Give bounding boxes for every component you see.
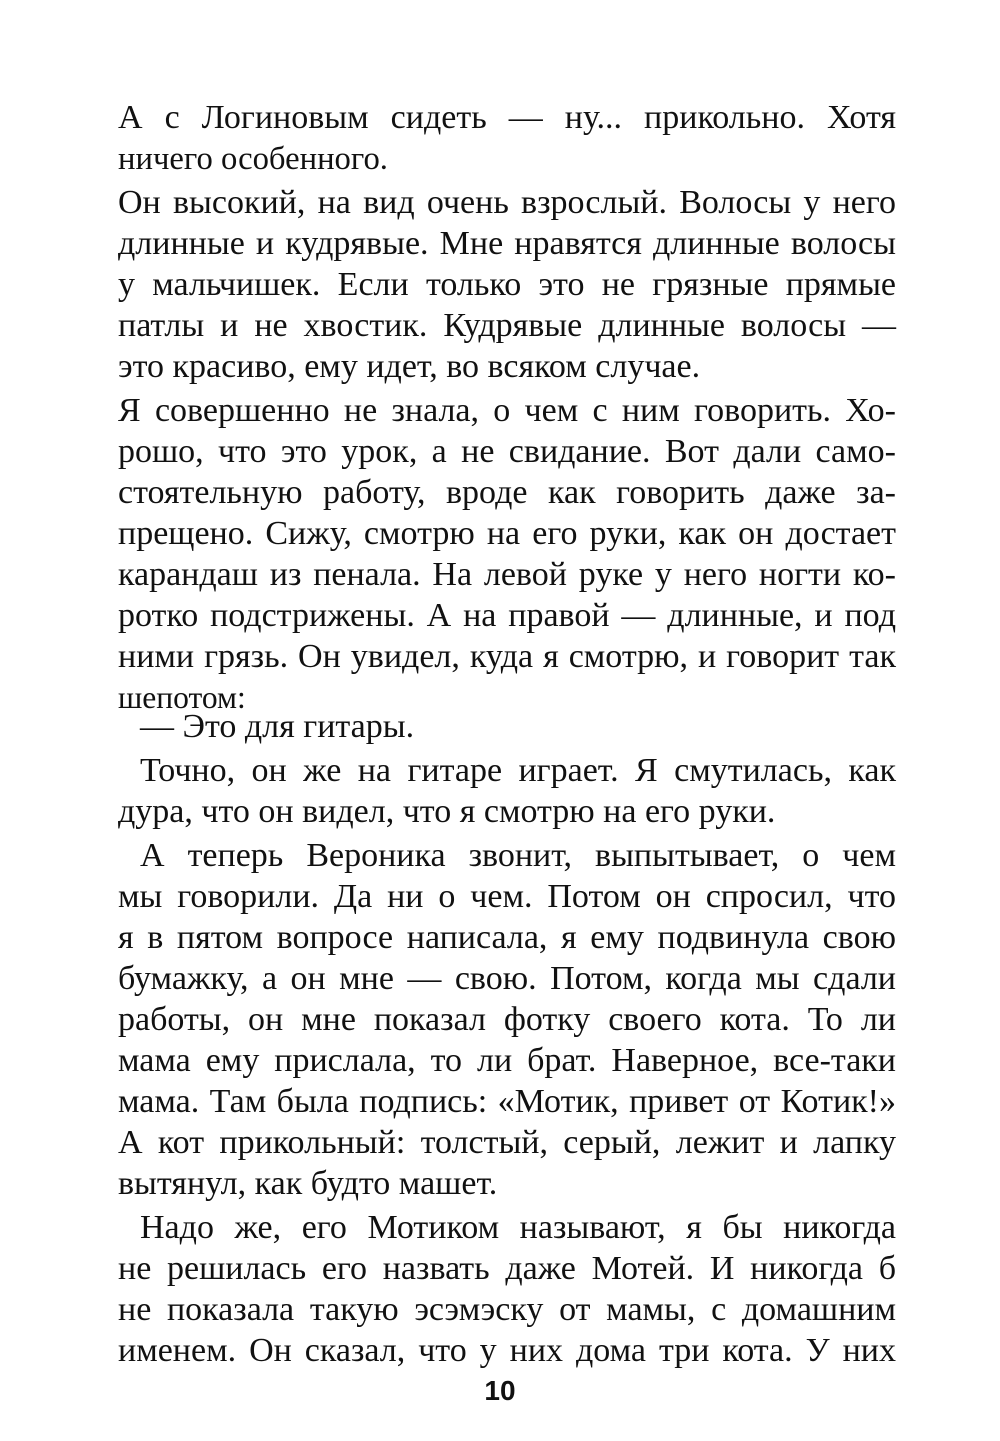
text-line-content: мы говорили. Да ни о чем. Потом он спросил, что <box>118 878 896 915</box>
text-line <box>0 918 1000 958</box>
text-line-content: длинные и кудрявые. Мне нравятся длинные волосы <box>118 225 896 262</box>
text-line-content: Надо же, его Мотиком называют, я бы никогда <box>140 1209 896 1246</box>
text-line <box>0 751 1000 791</box>
text-line <box>0 707 1000 747</box>
text-line <box>0 1041 1000 1081</box>
text-line-content: я в пятом вопросе написала, я ему подвинула свою <box>118 919 896 956</box>
text-line-content: патлы и не хвостик. Кудрявые длинные волосы — <box>118 307 896 344</box>
text-line <box>0 1164 1000 1204</box>
text-line-content: не показала такую эсэмэску от мамы, с домашним <box>118 1291 896 1328</box>
text-line <box>0 637 1000 677</box>
text-line-content: у мальчишек. Если только это не грязные прямые <box>118 266 896 303</box>
text-line-content: не решилась его назвать даже Мотей. И никогда б <box>118 1250 896 1287</box>
text-line <box>0 347 1000 387</box>
text-line-content: прещено. Сижу, смотрю на его руки, как он достает <box>118 515 896 552</box>
text-line <box>0 877 1000 917</box>
text-line <box>0 1000 1000 1040</box>
text-line <box>0 306 1000 346</box>
text-line-content: Он высокий, на вид очень взрослый. Волосы у него <box>118 184 896 221</box>
text-line <box>0 959 1000 999</box>
text-line-content: стоятельную работу, вроде как говорить даже за- <box>118 474 896 511</box>
page-number: 10 <box>484 1375 516 1406</box>
text-line <box>0 555 1000 595</box>
text-line <box>0 183 1000 223</box>
text-line <box>0 1249 1000 1289</box>
text-line <box>0 1290 1000 1330</box>
text-line-content: именем. Он сказал, что у них дома три кота. У них <box>118 1332 896 1369</box>
text-line <box>0 139 1000 179</box>
text-line-content: А с Логиновым сидеть — ну... прикольно. Хотя <box>118 99 896 136</box>
text-line-content: вытянул, как будто машет. <box>118 1165 498 1202</box>
text-line-content: ротко подстрижены. А на правой — длинные, и под <box>118 597 896 634</box>
text-line-content: Я совершенно не знала, о чем с ним говорить. Хо- <box>118 392 896 429</box>
text-line-content: мама. Там была подпись: «Мотик, привет от Котик!» <box>118 1083 896 1120</box>
text-line-content: А теперь Вероника звонит, выпытывает, о чем <box>140 837 896 874</box>
text-line-content: ничего особенного. <box>118 141 388 177</box>
text-line <box>0 514 1000 554</box>
text-line <box>0 596 1000 636</box>
text-line-content: Точно, он же на гитаре играет. Я смутилась, как <box>140 752 896 789</box>
text-line-content: карандаш из пенала. На левой руке у него ногти ко- <box>118 556 896 593</box>
text-line-content: это красиво, ему идет, во всяком случае. <box>118 348 701 385</box>
text-line <box>0 265 1000 305</box>
text-line <box>0 1082 1000 1122</box>
text-line <box>0 1123 1000 1163</box>
text-line-content: бумажку, а он мне — свою. Потом, когда мы сдали <box>118 960 896 997</box>
text-line <box>0 836 1000 876</box>
text-line <box>0 224 1000 264</box>
text-line-content: — Это для гитары. <box>140 708 415 745</box>
text-line-content: работы, он мне показал фотку своего кота. То ли <box>118 1001 896 1038</box>
text-line <box>0 98 1000 138</box>
text-line <box>0 1331 1000 1371</box>
text-line-content: шепотом: <box>118 680 246 715</box>
text-line-content: рошо, что это урок, а не свидание. Вот дали само- <box>118 433 896 470</box>
text-line <box>0 1208 1000 1248</box>
text-line <box>0 792 1000 832</box>
text-line <box>0 391 1000 431</box>
text-line-content: дура, что он видел, что я смотрю на его руки. <box>118 793 776 830</box>
text-line <box>0 473 1000 513</box>
text-line <box>0 432 1000 472</box>
text-line-content: А кот прикольный: толстый, серый, лежит и лапку <box>118 1124 896 1161</box>
text-line-content: мама ему прислала, то ли брат. Наверное, все-таки <box>118 1042 896 1079</box>
text-line-content: ними грязь. Он увидел, куда я смотрю, и говорит так <box>118 638 896 675</box>
